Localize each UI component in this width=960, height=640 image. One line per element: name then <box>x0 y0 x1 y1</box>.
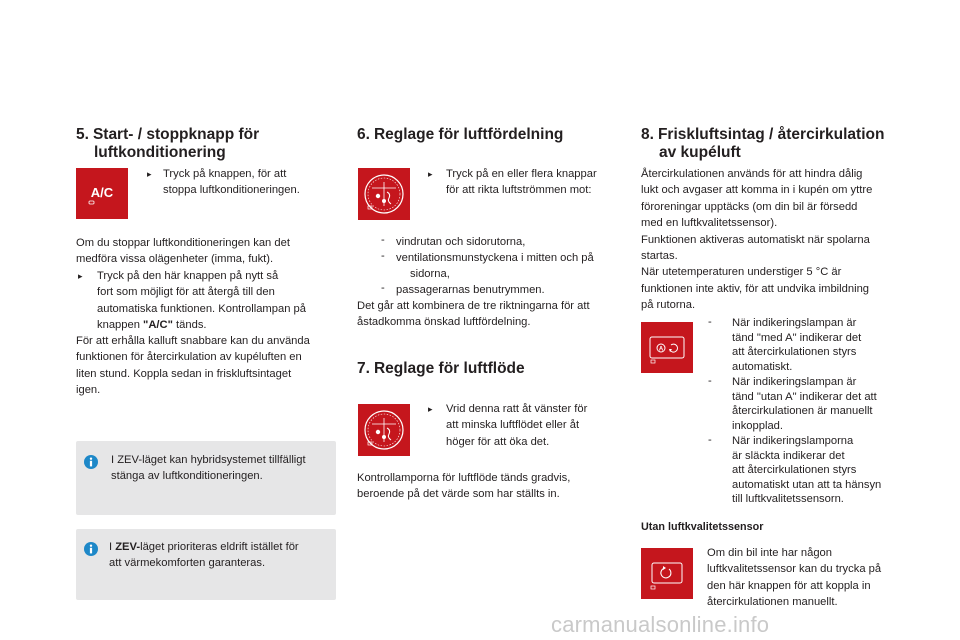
para-flow-lamps: Kontrollamporna för luftflöde tänds gradvis, beroende på det värde som har ställts in. <box>357 472 571 501</box>
indicator-with-a: När indikeringslampan är tänd "med A" indikerar det att återcirkulationen styrs automatiskt. <box>732 317 862 373</box>
para-recirculation: Återcirkulationen används för att hindra dålig lukt och avgaser att komma in i kupén om yttre föroreningar upptäcks (om din bil är försedd med en luftkvalitetssensor). Funktionen aktiveras automatiskt när spolarna startas. När utetemperaturen understiger 5 °C är funktionen inte aktiv, för att undvika imbildning på rutorna. <box>641 168 873 312</box>
watermark: carmanualsonline.info <box>551 612 770 637</box>
info-text-zev-ac: I ZEV-läget kan hybridsystemet tillfälligt stänga av luftkonditioneringen. <box>111 454 306 483</box>
air-distribution-knob-icon <box>358 168 410 220</box>
para-combine: Det går att kombinera de tre riktningarna för att åstadkomma önskad luftfördelning. <box>357 300 590 329</box>
para-ac-off: Om du stoppar luftkonditioneringen kan det medföra vissa olägenheter (imma, fukt). <box>76 237 290 266</box>
list-item-windscreen: vindrutan och sidorutorna, <box>396 236 526 248</box>
step-flow: Vrid denna ratt åt vänster för att minska luftflödet eller åt höger för att öka det. <box>446 403 588 448</box>
air-flow-knob-icon <box>358 404 410 456</box>
indicator-off: När indikeringslamporna är släckta indikerar det att återcirkulationen styrs automatiskt utan att ta hänsyn till luftkvalitetssensorn. <box>732 435 882 506</box>
section-8-heading: 8. Friskluftsintag / återcirkulation av kupéluft <box>641 126 885 161</box>
section-6-heading: 6. Reglage för luftfördelning <box>357 126 564 143</box>
list-item-footwell: passagerarnas benutrymmen. <box>396 284 545 296</box>
info-icon <box>84 455 98 469</box>
section-7-heading: 7. Reglage för luftflöde <box>357 360 525 377</box>
ac-label: A/C <box>90 185 114 200</box>
indicator-without-a: När indikeringslampan är tänd "utan A" indikerar det att återcirkulationen är manuellt inkopplad. <box>732 376 877 432</box>
recirculation-auto-button-icon <box>641 322 693 373</box>
dash-marker: - <box>381 250 385 262</box>
dash-marker: - <box>381 234 385 246</box>
info-icon <box>84 542 98 556</box>
ac-button-icon <box>76 168 128 219</box>
dash-marker: - <box>708 434 712 446</box>
para-cool-fast: För att erhålla kalluft snabbare kan du använda funktionen för återcirkulation av kupéluften en liten stund. Koppla sedan in friskluftsintaget igen. <box>76 335 310 397</box>
info-box-zev-heat <box>76 529 336 600</box>
dash-marker: - <box>708 375 712 387</box>
bullet-marker: ▸ <box>78 271 83 281</box>
step-distribution: Tryck på en eller flera knappar för att rikta luftströmmen mot: <box>446 168 597 197</box>
para-manual-recirc: Om din bil inte har någon luftkvalitetssensor kan du trycka på den här knappen för att koppla in återcirkulationen manuellt. <box>707 547 882 609</box>
info-box-zev-ac <box>76 441 336 515</box>
list-item-vents: ventilationsmunstyckena i mitten och på sidorna, <box>396 252 594 281</box>
info-text-zev-heat: I ZEV-läget prioriteras eldrift istället för att värmekomforten garanteras. <box>109 541 299 570</box>
subheading-no-sensor: Utan luftkvalitetssensor <box>641 521 764 533</box>
bullet-marker: ▸ <box>428 404 433 414</box>
section-5-heading: 5. Start- / stoppknapp för luftkonditionering <box>76 126 260 161</box>
recirculation-manual-button-icon <box>641 548 693 599</box>
dash-marker: - <box>381 282 385 294</box>
step-stop-ac: Tryck på knappen, för att stoppa luftkonditioneringen. <box>163 168 300 197</box>
bullet-marker: ▸ <box>428 169 433 179</box>
svg-text:A: A <box>658 346 664 353</box>
step-restart-ac: Tryck på den här knappen på nytt så fort som möjligt för att återgå till den automatiska funktionen. Kontrollampan på knappen "A/C" tänds. <box>97 270 306 332</box>
dash-marker: - <box>708 316 712 328</box>
bullet-marker: ▸ <box>147 169 152 179</box>
